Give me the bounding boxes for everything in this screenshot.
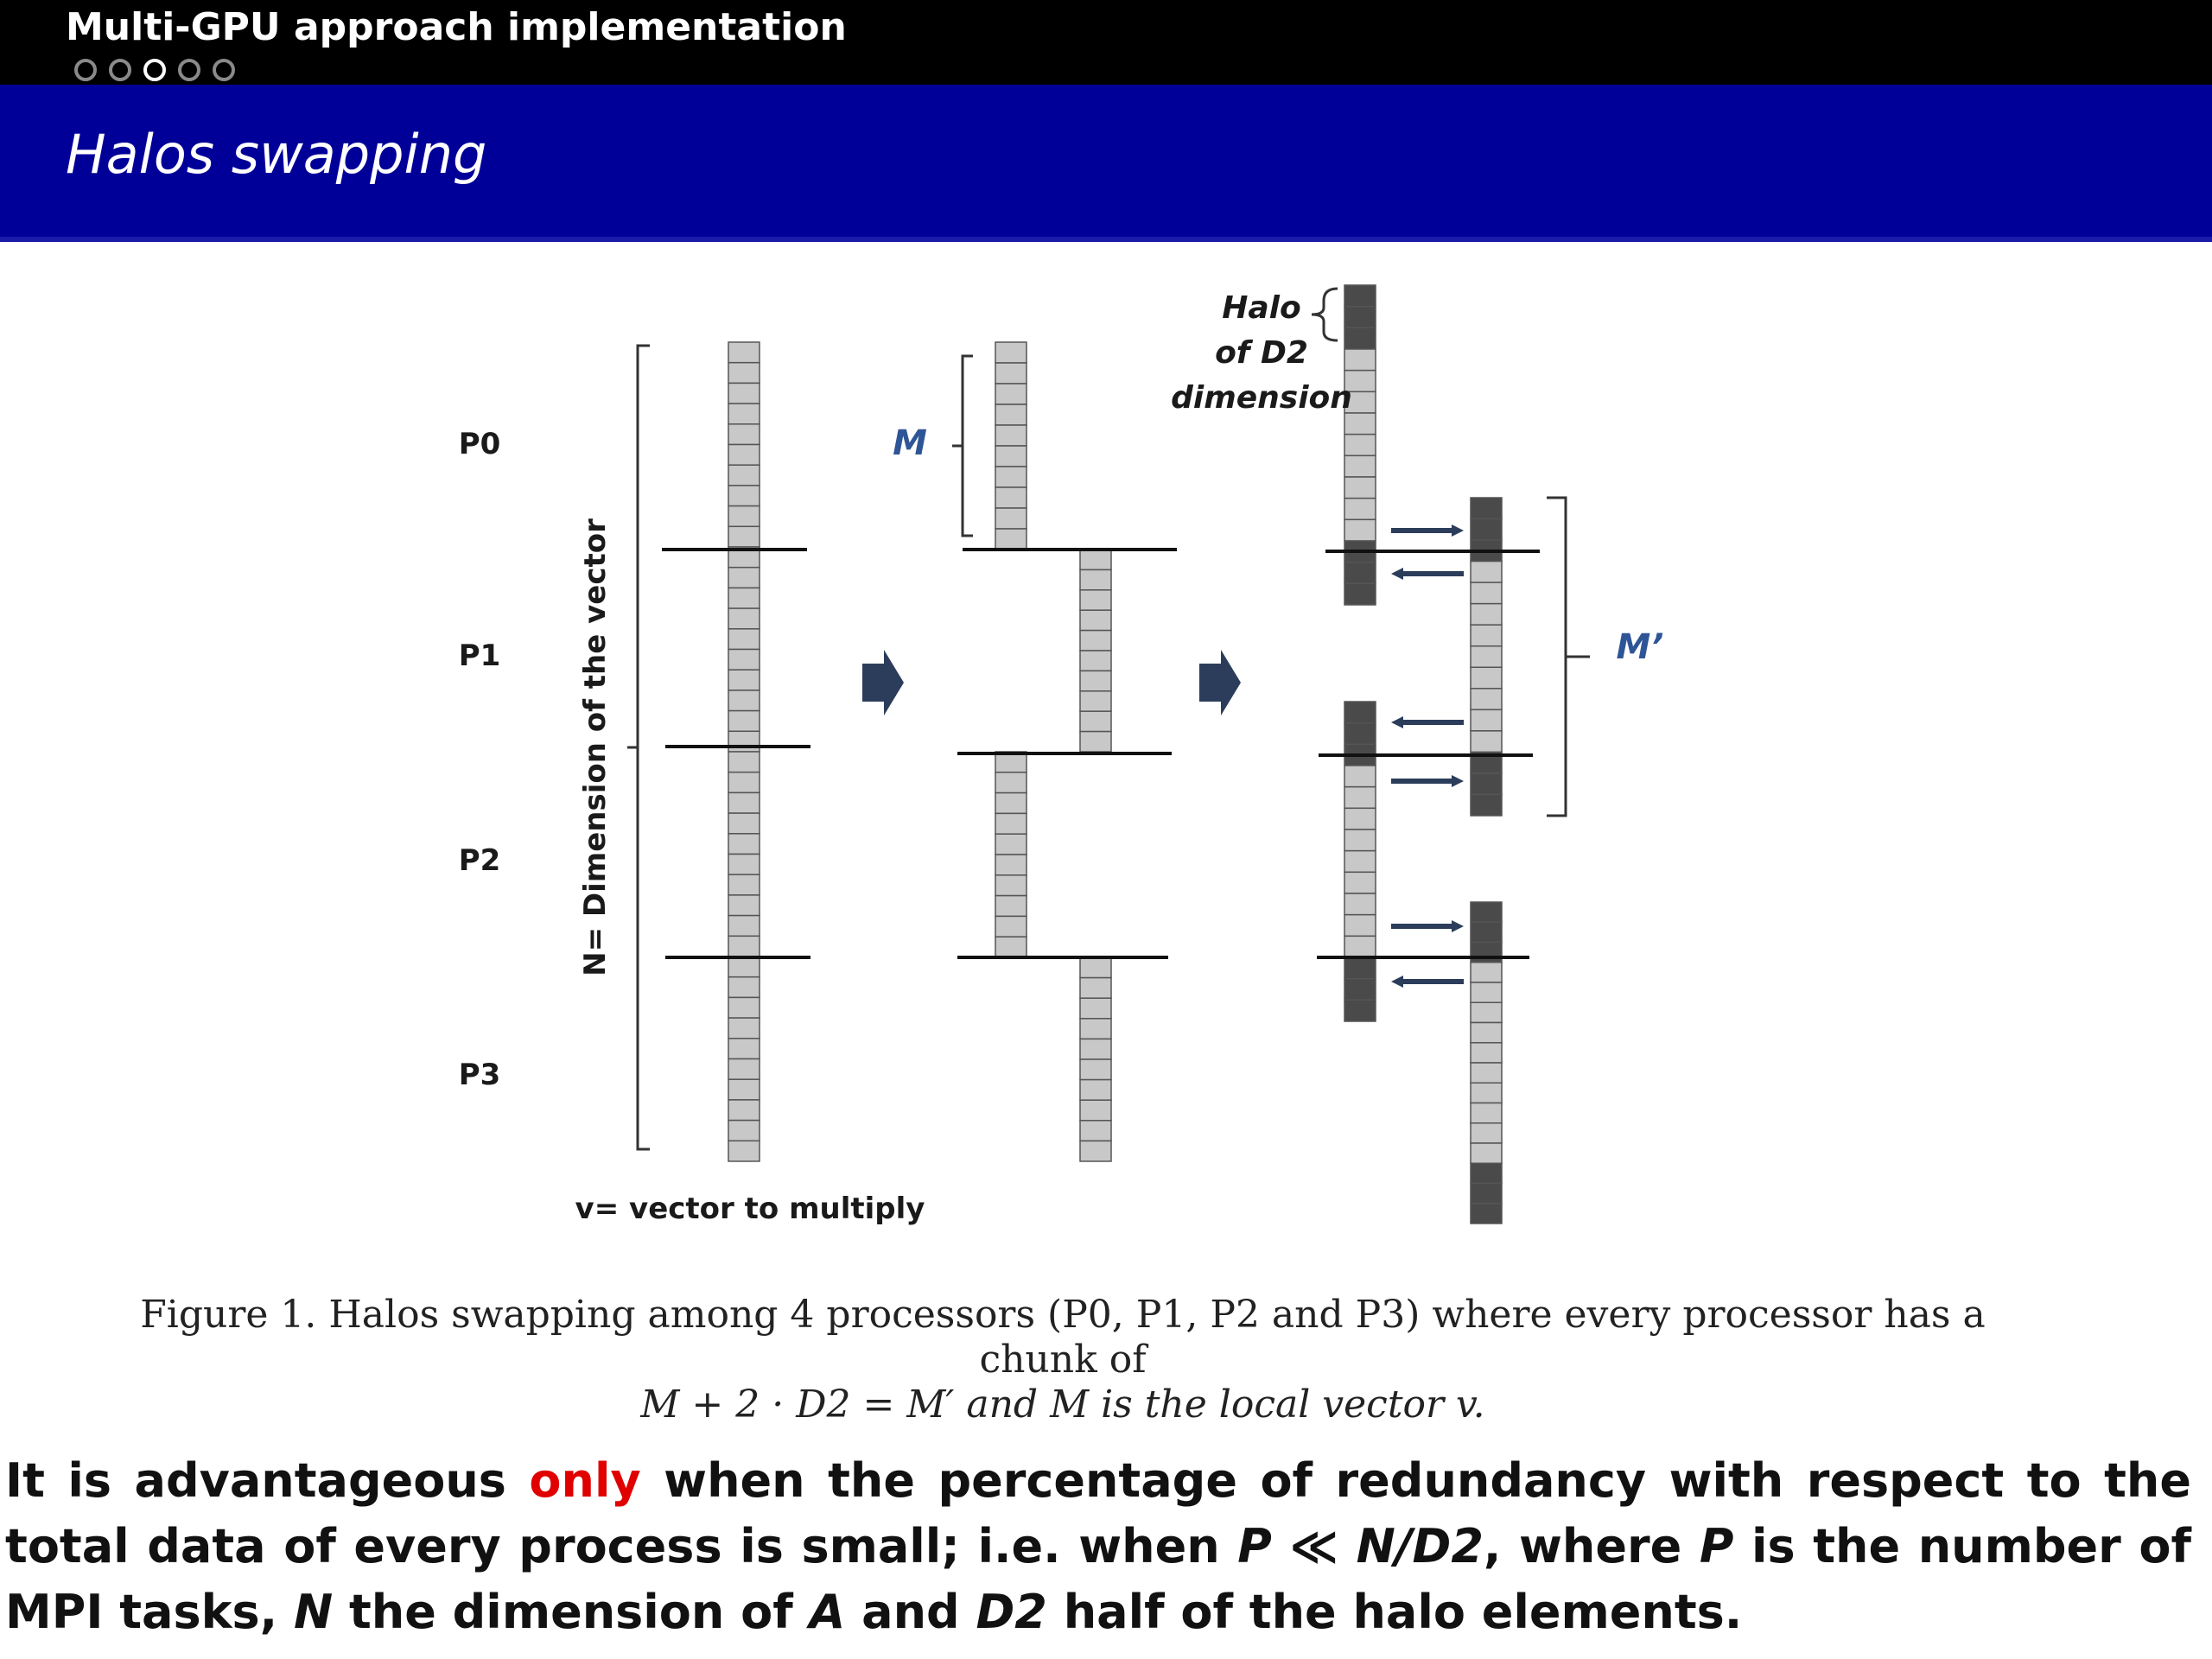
- vector-v-cell: [728, 363, 760, 384]
- halo-chunk-p0-cell: [1344, 455, 1376, 477]
- chunk-p3-cell: [1080, 1059, 1111, 1080]
- halo-chunk-p1-cell: [1471, 667, 1502, 689]
- chunk-p0-cell: [995, 342, 1027, 363]
- vector-v-cell: [728, 874, 760, 895]
- body-d2: D2: [976, 1585, 1047, 1639]
- vector-v-cell: [728, 445, 760, 466]
- chunk-p1-cell: [1080, 610, 1111, 630]
- body-a: A: [809, 1585, 846, 1639]
- halo-chunk-p1-cell: [1471, 562, 1502, 583]
- chunk-p0-cell: [995, 425, 1027, 446]
- halo-label-line2: of D2: [1215, 335, 1308, 371]
- halo-chunk-p3-cell: [1471, 943, 1502, 963]
- halo-chunk-p3-cell: [1471, 963, 1502, 982]
- halo-chunk-p2-cell: [1344, 915, 1376, 937]
- body-condition: P ≪ N/D2: [1237, 1519, 1484, 1573]
- body-part-6: and: [845, 1585, 976, 1639]
- chunk-p1-cell: [1080, 590, 1111, 610]
- body-part-7: half of the halo elements.: [1046, 1585, 1743, 1639]
- chunk-p0-cell: [995, 404, 1027, 425]
- chunk-p0-cell: [995, 363, 1027, 384]
- chunk-p2-cell: [995, 916, 1027, 937]
- halo-label-line3: dimension: [1171, 380, 1352, 416]
- halo-chunk-p2-cell: [1344, 979, 1376, 1001]
- label-p0: P0: [458, 427, 501, 461]
- vector-v-cell: [728, 936, 760, 957]
- vector-v-cell: [728, 608, 760, 629]
- vector-label: v= vector to multiply: [575, 1192, 925, 1226]
- body-part-2: when the percentage of redundancy with respect to the total data of every process is small; i.e. when: [5, 1453, 2191, 1573]
- halo-chunk-p3-cell: [1471, 1123, 1502, 1143]
- halo-chunk-p1-cell: [1471, 731, 1502, 753]
- vector-v-cell: [728, 506, 760, 527]
- vector-v-cell: [728, 629, 760, 650]
- chunk-p0-cell: [995, 508, 1027, 529]
- swap-arrow-2-head: [1391, 568, 1403, 580]
- halo-chunk-p3-cell: [1471, 982, 1502, 1002]
- caption-line-2: M + 2 · D2 = M′ and M is the local vector v.: [640, 1382, 1485, 1427]
- label-p3: P3: [458, 1058, 501, 1092]
- halo-chunk-p3-cell: [1471, 1204, 1502, 1224]
- vector-v-cell: [728, 1079, 760, 1100]
- chunk-p0-cell: [995, 384, 1027, 404]
- halo-chunk-p3-cell: [1471, 1184, 1502, 1204]
- chunk-p3-cell: [1080, 1121, 1111, 1141]
- halo-chunk-p3-cell: [1471, 922, 1502, 942]
- swap-arrow-4-head: [1452, 775, 1464, 787]
- chunk-p2-cell: [995, 772, 1027, 793]
- chunk-p2-cell: [995, 937, 1027, 957]
- vector-v-cell: [728, 1121, 760, 1141]
- vector-v-cell: [728, 465, 760, 486]
- vector-v-cell: [728, 997, 760, 1018]
- body-part-3: , where: [1483, 1519, 1700, 1573]
- halo-chunk-p0-cell: [1344, 435, 1376, 456]
- halo-chunk-p1-cell: [1471, 773, 1502, 795]
- vector-v-cell: [728, 711, 760, 732]
- vector-v-cell: [728, 731, 760, 752]
- vertical-label: N= Dimension of the vector: [578, 518, 613, 976]
- swap-arrow-1-head: [1452, 524, 1464, 537]
- halo-chunk-p3-cell: [1471, 1023, 1502, 1043]
- chunk-p3-cell: [1080, 978, 1111, 999]
- deck-title: Multi-GPU approach implementation: [66, 5, 847, 49]
- halo-chunk-p1-cell: [1471, 582, 1502, 604]
- vector-v-cell: [728, 752, 760, 772]
- halo-brace: [1312, 289, 1338, 340]
- chunk-p0-cell: [995, 529, 1027, 550]
- halo-chunk-p1-cell: [1471, 689, 1502, 710]
- halo-chunk-p2-cell: [1344, 872, 1376, 893]
- caption-line-1: Figure 1. Halos swapping among 4 processors (P0, P1, P2 and P3) where every processor has a chunk of: [140, 1293, 1986, 1382]
- chunk-p2-cell: [995, 793, 1027, 814]
- halo-chunk-p2-cell: [1344, 723, 1376, 745]
- halo-chunk-p2-cell: [1344, 787, 1376, 809]
- halo-chunk-p2-cell: [1344, 1000, 1376, 1021]
- halo-chunk-p0-cell: [1344, 563, 1376, 584]
- halo-chunk-p1-cell: [1471, 498, 1502, 519]
- m-bracket: [963, 356, 973, 536]
- halo-chunk-p2-cell: [1344, 893, 1376, 915]
- body-part-5: the dimension of: [333, 1585, 810, 1639]
- m-label: M: [893, 423, 927, 463]
- chunk-p1-cell: [1080, 550, 1111, 569]
- chunk-p3-cell: [1080, 1039, 1111, 1059]
- swap-arrow-5-head: [1452, 920, 1464, 932]
- halo-chunk-p1-cell: [1471, 646, 1502, 668]
- vector-v-cell: [728, 342, 760, 363]
- chunk-p2-cell: [995, 834, 1027, 855]
- body-p: P: [1699, 1519, 1734, 1573]
- halo-chunk-p0-cell: [1344, 349, 1376, 371]
- vector-v-cell: [728, 1059, 760, 1080]
- halo-chunk-p3-cell: [1471, 1163, 1502, 1183]
- vector-v-cell: [728, 957, 760, 977]
- chunk-p0-cell: [995, 446, 1027, 467]
- body-highlight: only: [529, 1453, 641, 1508]
- halo-chunk-p0-cell: [1344, 285, 1376, 307]
- step-arrow-1: [862, 650, 904, 715]
- chunk-p1-cell: [1080, 569, 1111, 589]
- label-p1: P1: [458, 639, 501, 673]
- body-part-1: It is advantageous: [5, 1453, 530, 1508]
- label-p2: P2: [458, 843, 501, 878]
- vector-v-cell: [728, 813, 760, 834]
- halo-chunk-p2-cell: [1344, 808, 1376, 830]
- chunk-p1-cell: [1080, 732, 1111, 752]
- vector-v-cell: [728, 670, 760, 690]
- halo-chunk-p3-cell: [1471, 1002, 1502, 1022]
- vector-v-cell: [728, 792, 760, 813]
- vector-v-cell: [728, 895, 760, 916]
- halo-chunk-p0-cell: [1344, 499, 1376, 520]
- chunk-p2-cell: [995, 855, 1027, 875]
- vector-v-cell: [728, 383, 760, 404]
- step-arrow-2: [1199, 650, 1241, 715]
- body-part-4: is the number of MPI tasks,: [5, 1519, 2191, 1639]
- halo-chunk-p1-cell: [1471, 709, 1502, 731]
- vector-v-cell: [728, 486, 760, 506]
- halo-chunk-p3-cell: [1471, 1103, 1502, 1123]
- chunk-p1-cell: [1080, 691, 1111, 711]
- vector-v-cell: [728, 690, 760, 711]
- vector-v-cell: [728, 424, 760, 445]
- vector-v-cell: [728, 526, 760, 547]
- vector-v-cell: [728, 834, 760, 855]
- vector-v-cell: [728, 1100, 760, 1121]
- vector-v-cell: [728, 855, 760, 875]
- halo-chunk-p2-cell: [1344, 851, 1376, 873]
- vector-v-cell: [728, 588, 760, 608]
- halo-chunk-p3-cell: [1471, 1143, 1502, 1163]
- vector-v-cell: [728, 568, 760, 588]
- swap-arrow-3-head: [1391, 716, 1403, 728]
- halo-chunk-p1-cell: [1471, 794, 1502, 816]
- halo-chunk-p2-cell: [1344, 957, 1376, 979]
- chunk-p3-cell: [1080, 1141, 1111, 1161]
- halo-chunk-p1-cell: [1471, 625, 1502, 646]
- chunk-p1-cell: [1080, 671, 1111, 690]
- halo-chunk-p0-cell: [1344, 583, 1376, 605]
- halo-chunk-p2-cell: [1344, 830, 1376, 851]
- figure-caption: [130, 1293, 1996, 1427]
- chunk-p3-cell: [1080, 998, 1111, 1019]
- halo-chunk-p0-cell: [1344, 307, 1376, 328]
- body-n: N: [293, 1585, 334, 1639]
- vector-v-cell: [728, 1039, 760, 1059]
- halo-chunk-p0-cell: [1344, 327, 1376, 349]
- halo-chunk-p2-cell: [1344, 702, 1376, 723]
- vector-v-cell: [728, 404, 760, 424]
- chunk-p2-cell: [995, 875, 1027, 896]
- vector-v-cell: [728, 916, 760, 937]
- chunk-p0-cell: [995, 487, 1027, 508]
- vector-v-cell: [728, 1018, 760, 1039]
- halo-chunk-p0-cell: [1344, 413, 1376, 435]
- halo-chunk-p3-cell: [1471, 1083, 1502, 1103]
- halo-chunk-p3-cell: [1471, 1063, 1502, 1083]
- chunk-p0-cell: [995, 467, 1027, 487]
- chunk-p2-cell: [995, 896, 1027, 917]
- vector-v-cell: [728, 1141, 760, 1161]
- vector-v-cell: [728, 772, 760, 793]
- halo-chunk-p0-cell: [1344, 519, 1376, 541]
- chunk-p3-cell: [1080, 957, 1111, 978]
- halo-chunk-p2-cell: [1344, 766, 1376, 787]
- halo-chunk-p3-cell: [1471, 1043, 1502, 1063]
- halo-chunk-p0-cell: [1344, 477, 1376, 499]
- vector-v-cell: [728, 977, 760, 998]
- halo-label-line1: Halo: [1222, 290, 1301, 326]
- vector-v-cell: [728, 650, 760, 671]
- chunk-p2-cell: [995, 813, 1027, 834]
- halo-chunk-p1-cell: [1471, 604, 1502, 626]
- section-title: Halos swapping: [66, 123, 487, 186]
- halo-chunk-p3-cell: [1471, 902, 1502, 922]
- chunk-p3-cell: [1080, 1080, 1111, 1101]
- m-prime-bracket: [1547, 498, 1566, 816]
- chunk-p1-cell: [1080, 631, 1111, 651]
- halo-chunk-p1-cell: [1471, 519, 1502, 541]
- m-prime-label: M’: [1616, 627, 1664, 667]
- chunk-p1-cell: [1080, 651, 1111, 671]
- halo-chunk-p2-cell: [1344, 936, 1376, 957]
- chunk-p3-cell: [1080, 1100, 1111, 1121]
- chunk-p3-cell: [1080, 1019, 1111, 1039]
- body-paragraph: [5, 1448, 2191, 1645]
- chunk-p1-cell: [1080, 711, 1111, 731]
- n-bracket: [638, 346, 650, 1149]
- swap-arrow-6-head: [1391, 976, 1403, 988]
